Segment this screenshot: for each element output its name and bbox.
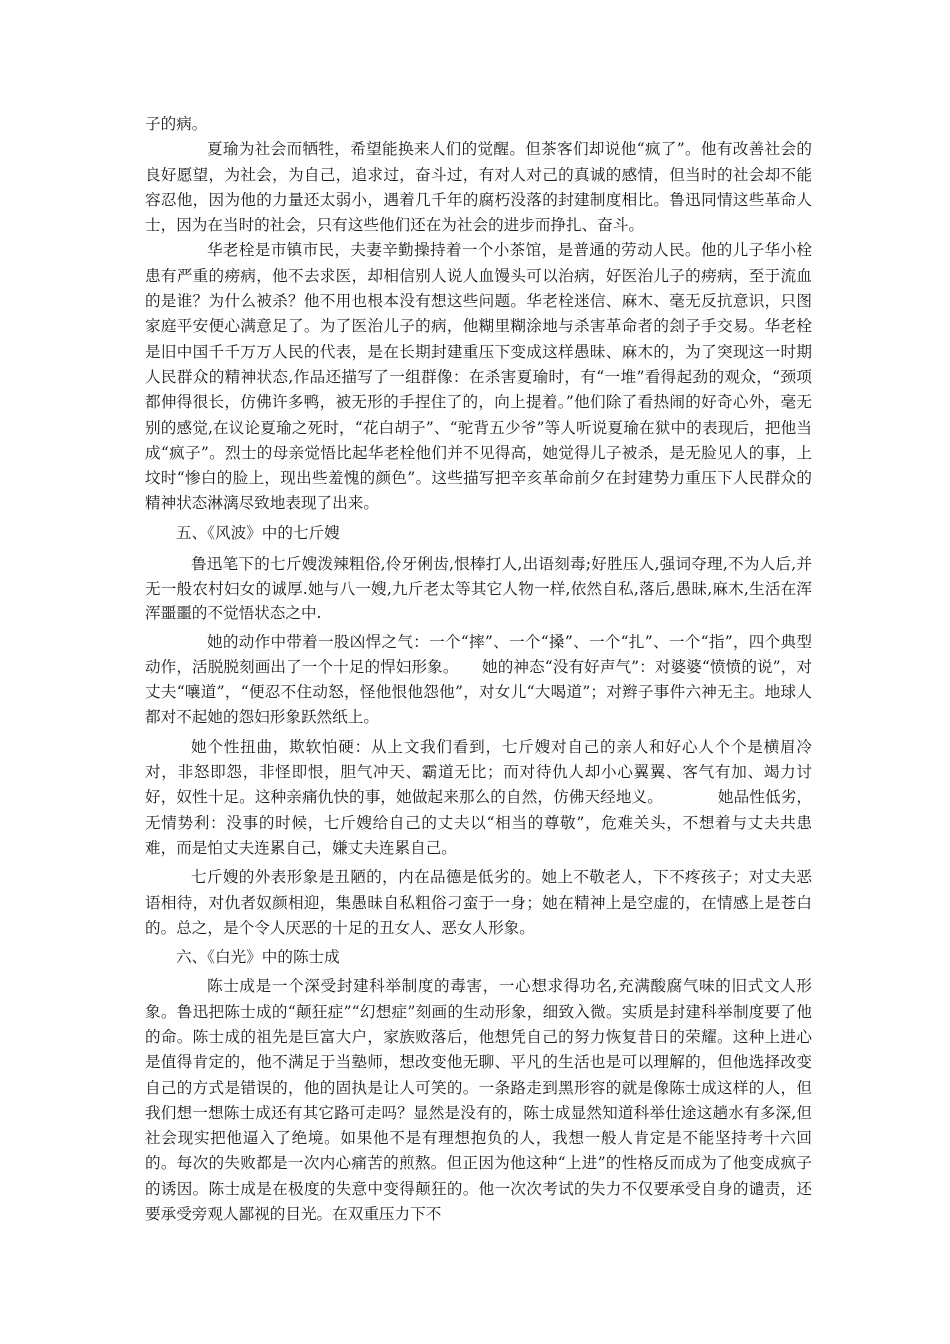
section-heading-fengbo: 五、《风波》中的七斤嫂 (176, 523, 340, 542)
paragraph-chen-shicheng: 陈士成是一个深受封建科举制度的毒害，一心想求得功名,充满酸腐气味的旧式文人形象。鲁迅把陈士成的“颠狂症”“幻想症”刻画的生动形象，细致入微。实质是封建科举制度要了他的命。陈士成的祖先是巨富大户，家族败落后，他想凭自己的努力恢复昔日的荣耀。这种上进心是值得肯定的，他不满足于当塾师，想改变他无聊、平凡的生活也是可以理解的，但他选择改变自己的方式是错误的，他的固执是让人可笑的。一条路走到黑形容的就是像陈士成这样的人，但我们想一想陈士成还有其它路可走吗？显然是没有的，陈士成显然知道科举仕途这趟水有多深,但社会现实把他逼入了绝境。如果他不是有理想抱负的人，我想一般人肯定是不能坚持考十六回的。每次的失败都是一次内心痛苦的煎熬。但正因为他这种“上进”的性格反而成为了他变成疯子的诱因。陈士成是在极度的失意中变得颠狂的。他一次次考试的失力不仅要承受自身的谴责，还要承受旁观人鄙视的目光。在双重压力下不 (145, 977, 812, 1224)
section-heading-baiguang: 六、《白光》中的陈士成 (176, 948, 340, 967)
paragraph-hua-laoshuan: 华老栓是市镇市民，夫妻辛勤操持着一个小茶馆，是普通的劳动人民。他的儿子华小栓患有严重的痨病，他不去求医，却相信别人说人血馒头可以治病，好医治儿子的痨病，至于流血的是谁？为什么被杀？他不用也根本没有想这些问题。华老栓迷信、麻木、毫无反抗意识，只图家庭平安便心满意足了。为了医治儿子的病，他糊里糊涂地与杀害革命者的刽子手交易。华老栓是旧中国千千万万人民的代表，是在长期封建重压下变成这样愚昧、麻木的，为了突现这一时期人民群众的精神状态,作品还描写了一组群像：在杀害夏瑜时，有“一堆”看得起劲的观众，“颈项都伸得很长，仿佛许多鸭，被无形的手捏住了的，向上提着。”他们除了看热闹的好奇心外，毫无别的感觉,在议论夏瑜之死时，“花白胡子”、“驼背五少爷”等人听说夏瑜在狱中的表现后，把他当成“疯子”。烈士的母亲觉悟比起华老栓他们并不见得高，她觉得儿子被杀，是无脸见人的事，上坟时“惨白的脸上，现出些羞愧的颜色”。这些描写把辛亥革命前夕在封建势力重压下人民群众的精神状态淋漓尽致地表现了出来。 (145, 241, 812, 513)
paragraph-qijin-sao-intro: 鲁迅笔下的七斤嫂泼辣粗俗,伶牙俐齿,恨棒打人,出语刻毒;好胜压人,强词夺理,不为人后,并无一般农村妇女的诚厚.她与八一嫂,九斤老太等其它人物一样,依然自私,落后,愚昧,麻木,生活在浑浑噩噩的不觉悟状态之中. (145, 555, 812, 623)
paragraph-continuation: 子的病。 (145, 115, 208, 133)
paragraph-qijin-sao-actions: 她的动作中带着一股凶悍之气：一个“摔”、一个“搡”、一个“扎”、一个“指”，四个典型动作，活脱脱刻画出了一个十足的悍妇形象。 她的神态“没有好声气”：对婆婆“愤愤的说”，对丈夫“嚷道”，“便忍不住动怒，怪他恨他怨他”，对女儿“大喝道”；对辫子事件六神无主。地球人都对不起她的怨妇形象跃然纸上。 (145, 632, 812, 727)
paragraph-xia-yu: 夏瑜为社会而牺牲，希望能换来人们的觉醒。但茶客们却说他“疯了”。他有改善社会的良好愿望，为社会，为自己，追求过，奋斗过，有对人对己的真诚的感情，但当时的社会却不能容忍他，因为他的力量还太弱小，遇着几千年的腐朽没落的封建制度相比。鲁迅同情这些革命人士，因为在当时的社会，只有这些他们还在为社会的进步而挣扎、奋斗。 (145, 140, 812, 235)
document-page (145, 112, 812, 1227)
paragraph-qijin-sao-character: 她个性扭曲，欺软怕硬：从上文我们看到，七斤嫂对自己的亲人和好心人个个是横眉冷对，非怒即怨，非怪即恨，胆气冲天、霸道无比；而对待仇人却小心翼翼、客气有加、竭力讨好，奴性十足。这种亲痛仇快的事，她做起来那么的自然，仿佛天经地义。 她品性低劣，无情势利：没事的时候，七斤嫂给自己的丈夫以“相当的尊敬”，危难关头，不想着与丈夫共患难，而是怕丈夫连累自己，嫌丈夫连累自己。 (145, 737, 812, 857)
paragraph-qijin-sao-summary: 七斤嫂的外表形象是丑陋的，内在品德是低劣的。她上不敬老人，下不疼孩子；对丈夫恶语相待，对仇者奴颜相迎，集愚昧自私粗俗刁蛮于一身；她在精神上是空虚的，在情感上是苍白的。总之，是个令人厌恶的十足的丑女人、恶女人形象。 (145, 868, 812, 937)
